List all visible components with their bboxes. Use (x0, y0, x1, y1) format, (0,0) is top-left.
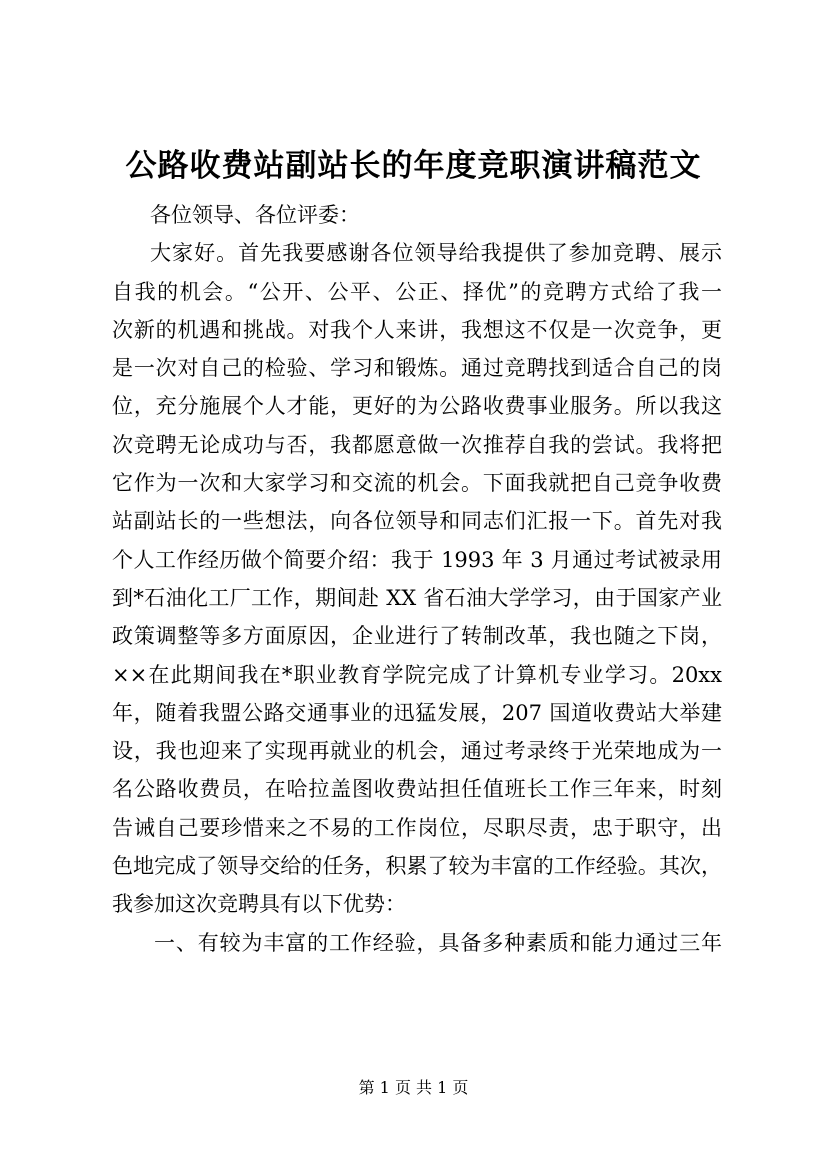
body-line: 它作为一次和大家学习和交流的机会。下面我就把自己竞争收费 (112, 471, 722, 496)
body-line: 是一次对自己的检验、学习和锻炼。通过竞聘找到适合自己的岗 (112, 356, 722, 381)
body-line: 次竞聘无论成功与否，我都愿意做一次推荐自我的尝试。我将把 (112, 432, 722, 457)
body-line: 次新的机遇和挑战。对我个人来讲，我想这不仅是一次竞争，更 (112, 317, 722, 342)
body-line: 站副站长的一些想法，向各位领导和同志们汇报一下。首先对我 (112, 509, 722, 534)
body-line: 位，充分施展个人才能，更好的为公路收费事业服务。所以我这 (112, 394, 722, 419)
body-line: 年，随着我盟公路交通事业的迅猛发展，207 国道收费站大举建 (112, 700, 722, 725)
body-line: 名公路收费员，在哈拉盖图收费站担任值班长工作三年来，时刻 (112, 777, 722, 802)
body-line: ××在此期间我在*职业教育学院完成了计算机专业学习。20xx (112, 662, 722, 687)
document-body (112, 196, 722, 962)
body-line: 自我的机会。“公开、公平、公正、择优”的竞聘方式给了我一 (112, 279, 722, 304)
document-title: 公路收费站副站长的年度竞职演讲稿范文 (125, 148, 702, 184)
body-line: 告诫自己要珍惜来之不易的工作岗位，尽职尽责，忠于职守，出 (112, 815, 722, 840)
body-line: 政策调整等多方面原因，企业进行了转制改革，我也随之下岗， (112, 624, 722, 649)
body-line: 个人工作经历做个简要介绍：我于 1993 年 3 月通过考试被录用 (112, 547, 722, 572)
body-line: 我参加这次竞聘具有以下优势： (112, 892, 406, 917)
body-line: 到*石油化工厂工作，期间赴 XX 省石油大学学习，由于国家产业 (112, 585, 722, 610)
body-line-section-heading: 一、有较为丰富的工作经验，具备多种素质和能力通过三年 (154, 930, 722, 955)
body-line: 大家好。首先我要感谢各位领导给我提供了参加竞聘、展示 (150, 241, 722, 266)
page-footer: 第 1 页 共 1 页 (358, 1078, 469, 1097)
body-line: 色地完成了领导交给的任务，积累了较为丰富的工作经验。其次， (112, 854, 722, 879)
body-line: 设，我也迎来了实现再就业的机会，通过考录终于光荣地成为一 (112, 739, 722, 764)
body-line-salutation: 各位领导、各位评委： (150, 203, 360, 227)
